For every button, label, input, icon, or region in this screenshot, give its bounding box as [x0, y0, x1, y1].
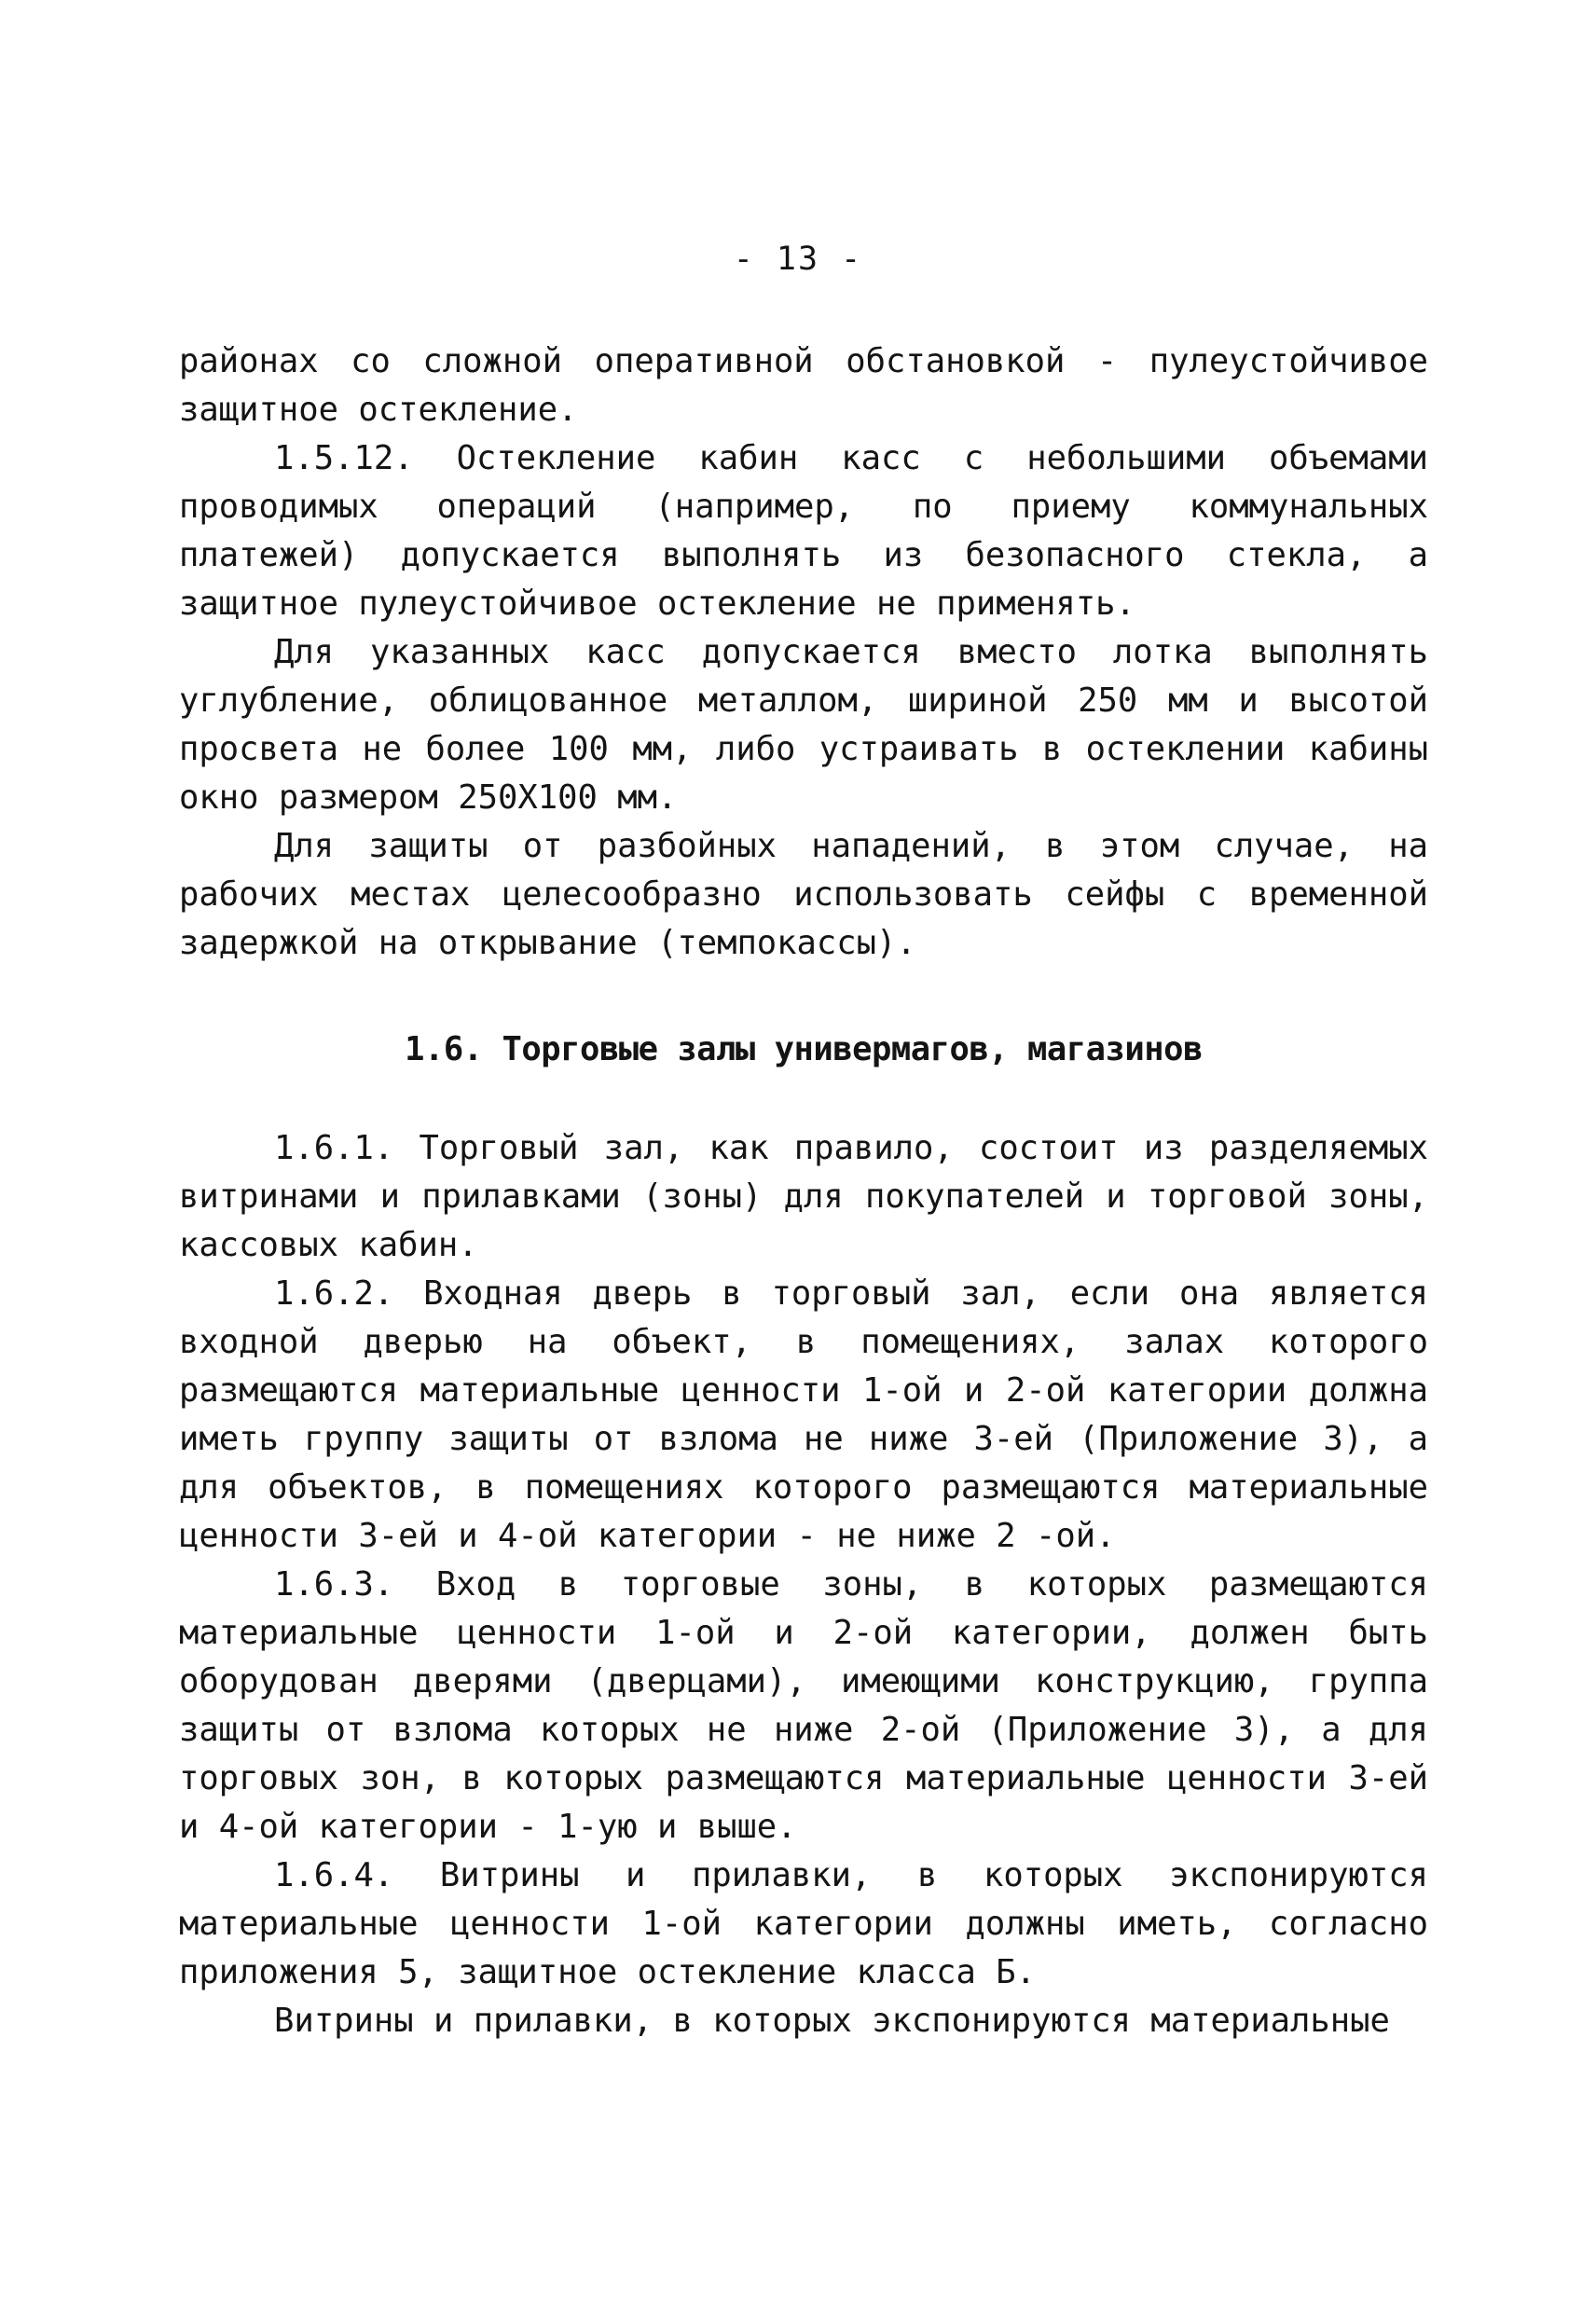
paragraph-1-5-12: 1.5.12. Остекление кабин касс с небольшими объемами проводимых операций (например, по приему коммунальных платежей) допускается выполнять из безопасного стекла, а защитное пулеустойчивое остекление не применять.: [179, 439, 1428, 623]
document-body: [179, 337, 1428, 2045]
paragraph-1-6-1: 1.6.1. Торговый зал, как правило, состоит из разделяемых витринами и прилавками (зоны) для покупателей и торговой зоны, кассовых кабин.: [179, 1129, 1428, 1264]
page-number: - 13 -: [733, 241, 863, 278]
paragraph-showcases-continued: Витрины и прилавки, в которых экспонируются материальные: [274, 2002, 1390, 2040]
paragraph-continuation: районах со сложной оперативной обстановкой - пулеустойчивое защитное остекление.: [179, 342, 1428, 429]
paragraph-robbery-protection: Для защиты от разбойных нападений, в этом случае, на рабочих местах целесообразно использовать сейфы с временной задержкой на открывание (темпокассы).: [179, 827, 1428, 962]
paragraph-cash-desk-tray: Для указанных касс допускается вместо лотка выполнять углубление, облицованное металлом, шириной 250 мм и высотой просвета не более 100 мм, либо устраивать в остеклении кабины окно размером 250X100 мм.: [179, 633, 1428, 817]
section-heading-1-6: 1.6. Торговые залы универмагов, магазинов: [405, 1030, 1203, 1068]
paragraph-1-6-4: 1.6.4. Витрины и прилавки, в которых экспонируются материальные ценности 1-ой категории должны иметь, согласно приложения 5, защитное остекление класса Б.: [179, 1856, 1428, 1991]
paragraph-1-6-2: 1.6.2. Входная дверь в торговый зал, если она является входной дверью на объект, в помещениях, залах которого размещаются материальные ценности 1-ой и 2-ой категории должна иметь группу защиты от взлома не ниже 3-ей (Приложение 3), а для объектов, в помещениях которого размещаются материальные ценности 3-ей и 4-ой категории - не ниже 2 -ой.: [179, 1274, 1428, 1555]
paragraph-1-6-3: 1.6.3. Вход в торговые зоны, в которых размещаются материальные ценности 1-ой и 2-ой категории, должен быть оборудован дверями (дверцами), имеющими конструкцию, группа защиты от взлома которых не ниже 2-ой (Приложение 3), а для торговых зон, в которых размещаются материальные ценности 3-ей и 4-ой категории - 1-ую и выше.: [179, 1565, 1428, 1846]
